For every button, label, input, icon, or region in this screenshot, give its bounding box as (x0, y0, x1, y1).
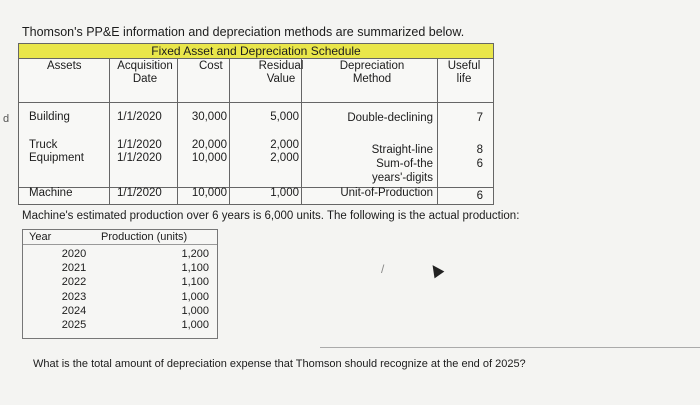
production-table (22, 229, 218, 339)
row-building-cost: 30,000 (191, 111, 227, 123)
header-date: Date (132, 73, 158, 85)
row-machine-method: Unit-of-Production (340, 187, 433, 199)
production-note: Machine's estimated production over 6 years is 6,000 units. The following is the actual production: (22, 210, 520, 222)
row-building-life: 7 (476, 112, 483, 124)
header-useful: Useful (447, 60, 481, 72)
schedule-title: Fixed Asset and Depreciation Schedule (19, 44, 493, 59)
year-2024: 2024 (61, 305, 87, 317)
row-machine-cost: 10,000 (191, 187, 227, 199)
units-2022: 1,100 (181, 276, 209, 288)
units-2020: 1,200 (181, 248, 209, 260)
divider (320, 347, 700, 348)
row-truck-date: 1/1/2020 (117, 139, 162, 151)
header-value: Value (266, 73, 296, 85)
year-2025: 2025 (61, 319, 87, 331)
units-2025: 1,000 (181, 319, 209, 331)
row-equipment-cost: 10,000 (191, 152, 227, 164)
row-building-method: Double-declining (347, 112, 433, 124)
year-2023: 2023 (61, 291, 87, 303)
header-cost: Cost (199, 60, 223, 72)
fixed-asset-schedule (18, 43, 494, 205)
header-depreciation: Depreciation (339, 60, 405, 72)
row-equipment-life: 6 (476, 158, 483, 170)
mouse-cursor-icon (428, 262, 445, 279)
units-2024: 1,000 (181, 305, 209, 317)
row-building-date: 1/1/2020 (117, 111, 162, 123)
row-equipment-asset: Equipment (29, 152, 84, 164)
row-equipment-method: Sum-of-the (376, 158, 433, 170)
year-2021: 2021 (61, 262, 87, 274)
header-life: life (456, 73, 472, 85)
row-machine-date: 1/1/2020 (117, 187, 162, 199)
row-machine-life: 6 (476, 190, 483, 202)
row-equipment-method-2: years'-digits (372, 172, 433, 184)
row-machine-residual: 1,000 (270, 187, 299, 199)
row-building-asset: Building (29, 111, 70, 123)
row-equipment-date: 1/1/2020 (117, 152, 162, 164)
header-assets: Assets (47, 60, 82, 72)
row-building-residual: 5,000 (270, 111, 299, 123)
row-truck-residual: 2,000 (270, 139, 299, 151)
header-acquisition: Acquisition (117, 60, 173, 72)
header-method: Method (352, 73, 392, 85)
row-truck-life: 8 (476, 144, 483, 156)
row-truck-cost: 20,000 (191, 139, 227, 151)
year-2020: 2020 (61, 248, 87, 260)
header-year: Year (29, 231, 52, 243)
row-machine-asset: Machine (29, 187, 73, 199)
units-2021: 1,100 (181, 262, 209, 274)
intro-text: Thomson's PP&E information and depreciation methods are summarized below. (22, 25, 465, 39)
row-equipment-residual: 2,000 (270, 152, 299, 164)
units-2023: 1,000 (181, 291, 209, 303)
stray-tick: / (381, 262, 385, 276)
row-truck-method: Straight-line (371, 144, 433, 156)
question-text: What is the total amount of depreciation expense that Thomson should recognize at the end of 2025? (33, 358, 526, 370)
side-mark: d (3, 113, 10, 125)
year-2022: 2022 (61, 276, 87, 288)
row-truck-asset: Truck (29, 139, 58, 151)
header-residual: Residual (258, 60, 304, 72)
header-production-units: Production (units) (101, 231, 188, 243)
